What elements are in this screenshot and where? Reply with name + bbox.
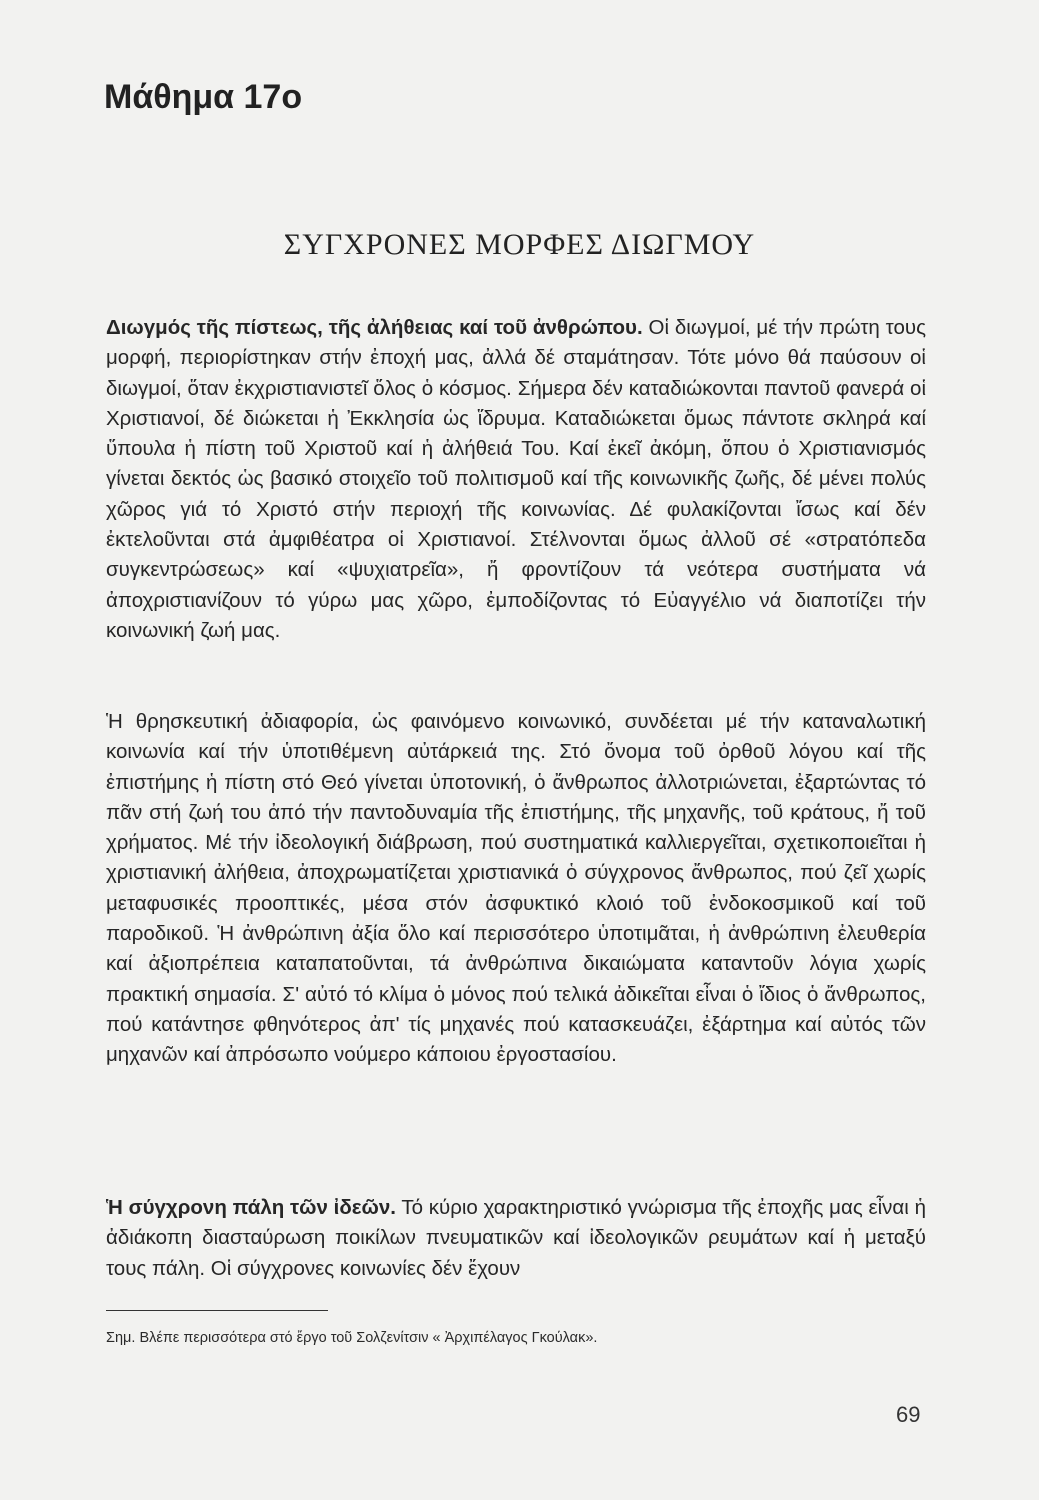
paragraph-ideas-struggle: [106, 1193, 926, 1284]
paragraph-persecution: [106, 313, 926, 646]
footnote-divider: [106, 1310, 328, 1311]
paragraph-lead: Διωγμός τῆς πίστεως, τῆς ἀλήθειας καί τοῦ ἀνθρώπου.: [106, 316, 643, 339]
paragraph-indifference: [106, 707, 926, 1071]
paragraph-body: Οἱ διωγμοί, μέ τήν πρώτη τους μορφή, περιορίστηκαν στήν ἐποχή μας, ἀλλά δέ σταμάτησαν. Τότε μόνο θά παύσουν οἱ διωγμοί, ὅταν ἐκχριστιανιστεῖ ὅλος ὁ κόσμος. Σήμερα δέν καταδιώκονται παντοῦ φανερά οἱ Χριστιανοί, δέ διώκεται ἡ Ἐκκλησία ὡς ἵδρυμα. Καταδιώκεται ὅμως πάντοτε σκληρά καί ὕπουλα ἡ πίστη τοῦ Χριστοῦ καί ἡ ἀλήθειά Του. Καί ἐκεῖ ἀκόμη, ὅπου ὁ Χριστιανισμός γίνεται δεκτός ὡς βασικό στοιχεῖο τοῦ πολιτισμοῦ καί τῆς κοινωνικῆς ζωῆς, δέ μένει πολύς χῶρος γιά τό Χριστό στήν περιοχή τῆς κοινωνίας. Δέ φυλακίζονται ἴσως καί δέν ἐκτελοῦνται στά ἀμφιθέατρα οἱ Χριστιανοί. Στέλνονται ὅμως ἀλλοῦ σέ «στρατόπεδα συγκεντρώσεως» καί «ψυχιατρεῖα», ἤ φροντίζουν τά νεότερα συστήματα νά ἀποχριστιανίζουν τό γύρω μας χῶρο, ἐμποδίζοντας τό Εὐαγγέλιο νά διαποτίζει τήν κοινωνική ζωή μας.: [106, 316, 926, 642]
chapter-title: ΣΥΓΧΡΟΝΕΣ ΜΟΡΦΕΣ ΔΙΩΓΜΟΥ: [283, 228, 756, 261]
paragraph-body: Ἡ θρησκευτική ἀδιαφορία, ὡς φαινόμενο κοινωνικό, συνδέεται μέ τήν καταναλωτική κοινωνία καί τήν ὑποτιθέμενη αὐτάρκειά της. Στό ὄνομα τοῦ ὀρθοῦ λόγου καί τῆς ἐπιστήμης ἡ πίστη στό Θεό γίνεται ὑποτονική, ὁ ἄνθρωπος ἀλλοτριώνεται, ἐξαρτώντας τό πᾶν στή ζωή του ἀπό τήν παντοδυναμία τῆς ἐπιστήμης, τῆς μηχανῆς, τοῦ κράτους, ἤ τοῦ χρήματος. Μέ τήν ἰδεολογική διάβρωση, πού συστηματικά καλλιεργεῖται, σχετικοποιεῖται ἡ χριστιανική ἀλήθεια, ἀποχρωματίζεται χριστιανικά ὁ σύγχρονος ἄνθρωπος, πού ζεῖ χωρίς μεταφυσικές προοπτικές, μέσα στόν ἀσφυκτικό κλοιό τοῦ ἐνδοκοσμικοῦ καί τοῦ παροδικοῦ. Ἡ ἀνθρώπινη ἀξία ὅλο καί περισσότερο ὑποτιμᾶται, ἡ ἀνθρώπινη ἐλευθερία καί ἀξιοπρέπεια καταπατοῦνται, τά ἀνθρώπινα δικαιώματα καταντοῦν λόγια χωρίς πρακτική σημασία. Σ' αὐτό τό κλίμα ὁ μόνος πού τελικά ἀδικεῖται εἶναι ὁ ἴδιος ὁ ἄνθρωπος, πού κατάντησε φθηνότερος ἀπ' τίς μηχανές πού κατασκευάζει, ἐξάρτημα καί αὐτός τῶν μηχανῶν καί ἀπρόσωπο νούμερο κάποιου ἐργοστασίου.: [106, 710, 926, 1067]
footnote: Σημ. Βλέπε περισσότερα στό ἔργο τοῦ Σολζενίτσιν « Ἀρχιπέλαγος Γκούλακ».: [106, 1330, 598, 1346]
paragraph-body: Τό κύριο χαρακτηριστικό γνώρισμα τῆς ἐποχῆς μας εἶναι ἡ ἀδιάκοπη διασταύρωση ποικίλων πνευματικῶν καί ἰδεολογικῶν ρευμάτων καί ἡ μεταξύ τους πάλη. Οἱ σύγχρονες κοινωνίες δέν ἔχουν: [106, 1196, 926, 1280]
page-number: 69: [896, 1402, 921, 1427]
lesson-heading: Μάθημα 17ο: [104, 78, 303, 116]
paragraph-lead: Ἡ σύγχρονη πάλη τῶν ἰδεῶν.: [106, 1196, 396, 1219]
